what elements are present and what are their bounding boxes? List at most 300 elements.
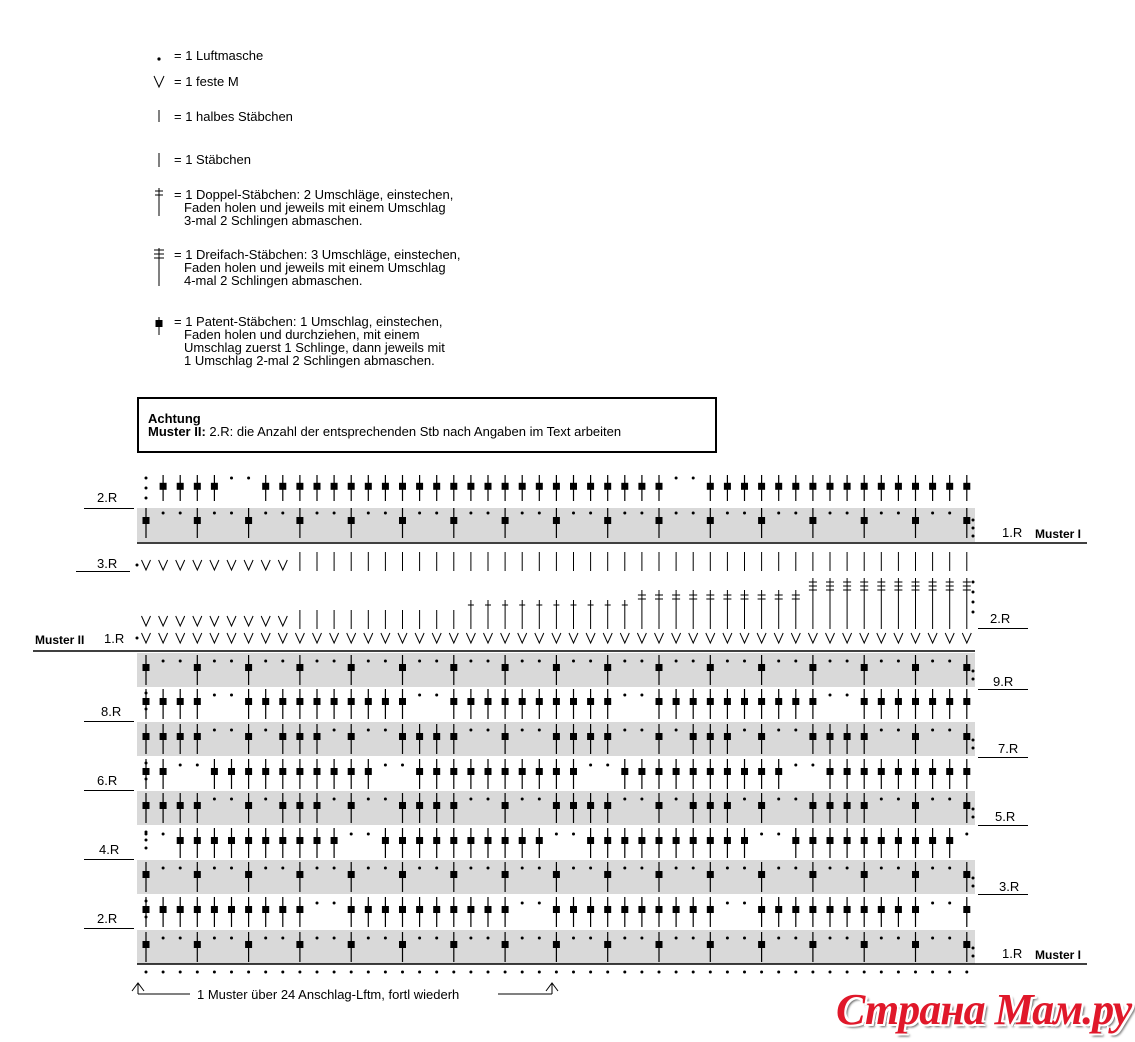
patent-stitch-block (912, 733, 919, 740)
patent-stitch-block (348, 768, 355, 775)
sc-stitch (808, 633, 817, 643)
chain-stitch (487, 660, 490, 663)
patent-stitch-block (963, 871, 970, 878)
patent-stitch-block (861, 698, 868, 705)
chain-stitch (538, 971, 541, 974)
patent-stitch-block (416, 837, 423, 844)
chain-stitch (213, 660, 216, 663)
patent-stitch-block (656, 517, 663, 524)
patent-stitch-block (827, 733, 834, 740)
chain-stitch (264, 937, 267, 940)
chain-stitch (213, 937, 216, 940)
chain-stitch (487, 729, 490, 732)
patent-stitch-block (245, 837, 252, 844)
chain-stitch (846, 694, 849, 697)
patent-stitch-block (485, 768, 492, 775)
patent-stitch-block (450, 698, 457, 705)
sc-stitch (278, 560, 287, 570)
patent-stitch-block (963, 906, 970, 913)
patent-stitch-block (502, 733, 509, 740)
sc-stitch (860, 633, 869, 643)
chain-stitch (521, 971, 524, 974)
sc-stitch (774, 633, 783, 643)
chain-stitch (333, 798, 336, 801)
patent-stitch-block (314, 733, 321, 740)
patent-stitch-block (690, 906, 697, 913)
chain-stitch (145, 708, 148, 711)
chain-stitch (931, 971, 934, 974)
chain-stitch (418, 512, 421, 515)
chain-stitch (384, 660, 387, 663)
chain-stitch (316, 660, 319, 663)
patent-stitch-block (604, 941, 611, 948)
patent-stitch-block (536, 768, 543, 775)
patent-stitch-block (382, 483, 389, 490)
chain-stitch (281, 660, 284, 663)
chain-stitch (179, 937, 182, 940)
sc-stitch (159, 633, 168, 643)
chain-stitch (623, 512, 626, 515)
chain-stitch (709, 971, 712, 974)
chain-stitch (948, 971, 951, 974)
patent-stitch-block (604, 517, 611, 524)
sc-stitch (210, 616, 219, 626)
row-underline (84, 928, 134, 929)
patent-stitch-block (621, 483, 628, 490)
chain-stitch (760, 833, 763, 836)
chain-stitch (435, 937, 438, 940)
sc-stitch (244, 616, 253, 626)
patent-stitch-block (861, 871, 868, 878)
chain-stitch (692, 660, 695, 663)
chain-stitch (145, 916, 148, 919)
sc-stitch (484, 633, 493, 643)
chain-stitch (777, 867, 780, 870)
chain-stitch (726, 937, 729, 940)
chain-stitch (281, 971, 284, 974)
patent-stitch-block (946, 698, 953, 705)
legend-line: Faden holen und jeweils mit einem Umschlag (184, 200, 446, 215)
chain-stitch (264, 512, 267, 515)
chain-stitch (469, 660, 472, 663)
patent-stitch-block (331, 483, 338, 490)
sc-stitch (244, 633, 253, 643)
row-label-m2-2r: 2.R (990, 611, 1011, 626)
chain-stitch (367, 867, 370, 870)
sc-stitch (313, 633, 322, 643)
chain-stitch (777, 798, 780, 801)
patent-stitch-block (673, 837, 680, 844)
patent-stitch-block (177, 906, 184, 913)
chain-stitch (948, 729, 951, 732)
patent-stitch-block (741, 768, 748, 775)
patent-stitch-block (570, 768, 577, 775)
patent-stitch-block (194, 802, 201, 809)
patent-stitch-block (604, 664, 611, 671)
patent-stitch-block (279, 802, 286, 809)
chain-stitch (384, 867, 387, 870)
patent-stitch-block (160, 733, 167, 740)
chain-stitch (264, 729, 267, 732)
chain-stitch (196, 764, 199, 767)
patent-stitch-block (895, 906, 902, 913)
sc-stitch (706, 633, 715, 643)
row-label-m2-1r: 1.R (104, 631, 125, 646)
patent-stitch-block (809, 802, 816, 809)
patent-stitch-block (844, 837, 851, 844)
chain-stitch (384, 798, 387, 801)
patent-stitch-block (485, 837, 492, 844)
patent-stitch-block (194, 517, 201, 524)
patent-stitch-block (348, 664, 355, 671)
patent-stitch-block (433, 802, 440, 809)
chain-stitch (196, 971, 199, 974)
chain-stitch (333, 937, 336, 940)
row-underline (978, 825, 1028, 826)
patent-stitch-block (365, 483, 372, 490)
chain-stitch (247, 971, 250, 974)
chain-stitch (589, 971, 592, 974)
patent-stitch-block (450, 664, 457, 671)
patent-stitch-block (690, 698, 697, 705)
chain-stitch (145, 497, 148, 500)
chain-stitch (589, 867, 592, 870)
sc-stitch (620, 633, 629, 643)
chain-stitch (264, 971, 267, 974)
patent-stitch-block (724, 837, 731, 844)
chain-stitch (367, 660, 370, 663)
patent-stitch-block (673, 768, 680, 775)
chain-stitch (675, 937, 678, 940)
chain-stitch (264, 660, 267, 663)
patent-stitch-block (861, 837, 868, 844)
patent-stitch-block (502, 664, 509, 671)
patent-stitch-block (485, 483, 492, 490)
patent-stitch-block (963, 664, 970, 671)
chain-stitch (640, 971, 643, 974)
chain-stitch (145, 770, 148, 773)
sc-stitch (894, 633, 903, 643)
chain-stitch (230, 477, 233, 480)
chain-stitch (692, 512, 695, 515)
chain-stitch (521, 937, 524, 940)
patent-stitch-block (929, 837, 936, 844)
patent-stitch-block (502, 906, 509, 913)
patent-stitch-block (245, 664, 252, 671)
patent-stitch-block (741, 698, 748, 705)
patent-stitch-block (262, 768, 269, 775)
chain-stitch (350, 971, 353, 974)
row-underline (978, 894, 1028, 895)
patent-stitch-block (809, 871, 816, 878)
chain-stitch (230, 867, 233, 870)
patent-stitch-block (296, 768, 303, 775)
chain-stitch (846, 937, 849, 940)
patent-stitch-block (519, 768, 526, 775)
patent-stitch-block (177, 698, 184, 705)
chain-stitch (965, 971, 968, 974)
patent-stitch-block (878, 906, 885, 913)
chain-stitch (145, 971, 148, 974)
patent-stitch-block (194, 906, 201, 913)
chain-stitch (136, 637, 139, 640)
patent-stitch-block (296, 698, 303, 705)
chain-stitch (880, 971, 883, 974)
chain-stitch (213, 971, 216, 974)
chain-stitch (794, 971, 797, 974)
patent-stitch-block (314, 768, 321, 775)
chain-stitch (726, 971, 729, 974)
patent-stitch-block (228, 906, 235, 913)
sc-stitch (330, 633, 339, 643)
chain-stitch (640, 937, 643, 940)
chain-stitch (367, 729, 370, 732)
chain-stitch (777, 729, 780, 732)
chain-stitch (589, 937, 592, 940)
chain-stitch (572, 660, 575, 663)
patent-stitch-block (656, 802, 663, 809)
sc-stitch (637, 633, 646, 643)
patent-stitch-block (912, 871, 919, 878)
chain-stitch (972, 816, 975, 819)
chain-stitch (880, 512, 883, 515)
patent-stitch-block (399, 802, 406, 809)
patent-stitch-block (844, 483, 851, 490)
chain-stitch (640, 694, 643, 697)
patent-stitch-block (314, 698, 321, 705)
patent-stitch-block (433, 733, 440, 740)
sc-stitch (466, 633, 475, 643)
patent-stitch-block (895, 768, 902, 775)
patent-stitch-block (279, 698, 286, 705)
chain-stitch (972, 527, 975, 530)
chain-stitch (675, 729, 678, 732)
patent-stitch-block (467, 483, 474, 490)
patent-stitch-block (450, 837, 457, 844)
patent-stitch-block (553, 768, 560, 775)
patent-stitch-block (416, 768, 423, 775)
chain-stitch (469, 867, 472, 870)
chain-stitch (179, 764, 182, 767)
patent-stitch-block (194, 698, 201, 705)
chain-stitch (675, 477, 678, 480)
chain-stitch (623, 660, 626, 663)
patent-stitch-block (827, 768, 834, 775)
chain-stitch (972, 955, 975, 958)
chain-stitch (743, 660, 746, 663)
chain-stitch (401, 764, 404, 767)
chain-stitch (931, 729, 934, 732)
patent-stitch-block (467, 906, 474, 913)
chain-stitch (897, 867, 900, 870)
patent-stitch-block (861, 906, 868, 913)
chain-stitch (846, 867, 849, 870)
chain-stitch (521, 660, 524, 663)
chain-stitch (589, 764, 592, 767)
chain-stitch (692, 477, 695, 480)
patent-stitch-block (194, 837, 201, 844)
patent-stitch-block (450, 906, 457, 913)
patent-stitch-block (861, 733, 868, 740)
chain-stitch (880, 867, 883, 870)
chain-stitch (897, 512, 900, 515)
patent-stitch-block (758, 906, 765, 913)
patent-stitch-block (690, 733, 697, 740)
patent-stitch-block (775, 768, 782, 775)
sc-stitch (210, 633, 219, 643)
legend-line: = 1 feste M (174, 74, 239, 89)
sc-stitch (176, 560, 185, 570)
patent-stitch-block (245, 733, 252, 740)
patent-stitch-block (314, 802, 321, 809)
patent-stitch-block (792, 698, 799, 705)
chain-stitch (623, 694, 626, 697)
patent-stitch-block (861, 768, 868, 775)
chain-stitch (777, 971, 780, 974)
patent-stitch-block (587, 906, 594, 913)
patent-stitch-block (553, 871, 560, 878)
chain-stitch (880, 937, 883, 940)
legend-line: = 1 halbes Stäbchen (174, 109, 293, 124)
chain-stitch (572, 867, 575, 870)
patent-stitch-block (809, 837, 816, 844)
chain-stitch (521, 867, 524, 870)
patent-stitch-block (536, 483, 543, 490)
chain-stitch (829, 660, 832, 663)
chain-stitch (829, 937, 832, 940)
patent-stitch-block (792, 906, 799, 913)
patent-stitch-block (399, 906, 406, 913)
chain-stitch (794, 764, 797, 767)
legend-line: Umschlag zuerst 1 Schlinge, dann jeweils mit (184, 340, 445, 355)
patent-stitch-block (296, 802, 303, 809)
sc-stitch (364, 633, 373, 643)
chain-stitch (897, 798, 900, 801)
patent-stitch-block (809, 733, 816, 740)
muster-2-label: Muster II (35, 633, 85, 647)
chain-stitch (972, 678, 975, 681)
patent-stitch-block (604, 906, 611, 913)
watermark-logo: Страна Мам.ру (836, 985, 1132, 1034)
chain-stitch (469, 798, 472, 801)
chain-stitch (145, 847, 148, 850)
legend-line: = 1 Patent-Stäbchen: 1 Umschlag, einstechen, (174, 314, 443, 329)
row-label-4r: 4.R (99, 842, 120, 857)
chain-stitch (418, 971, 421, 974)
patent-stitch-block (656, 698, 663, 705)
chain-stitch (230, 971, 233, 974)
patent-stitch-block (570, 802, 577, 809)
chain-stitch (247, 477, 250, 480)
row-underline (978, 628, 1028, 629)
muster-1-bottom-label: Muster I (1035, 948, 1082, 962)
patent-stitch-block (450, 483, 457, 490)
patent-stitch-block (604, 802, 611, 809)
chain-stitch (230, 694, 233, 697)
chain-stitch (972, 519, 975, 522)
patent-stitch-block (143, 733, 150, 740)
patent-stitch-block (912, 802, 919, 809)
patent-stitch-block (553, 698, 560, 705)
chain-stitch (675, 971, 678, 974)
patent-stitch-block (553, 802, 560, 809)
patent-stitch-block (912, 517, 919, 524)
chain-stitch (972, 747, 975, 750)
patent-stitch-block (844, 802, 851, 809)
patent-stitch-block (707, 941, 714, 948)
chain-stitch (367, 512, 370, 515)
patent-stitch-block (194, 941, 201, 948)
chain-stitch (435, 512, 438, 515)
patent-stitch-block (194, 733, 201, 740)
chain-stitch (521, 512, 524, 515)
chain-stitch (640, 798, 643, 801)
patent-stitch-block (724, 698, 731, 705)
patent-stitch-block (587, 733, 594, 740)
patent-stitch-block (177, 733, 184, 740)
chain-stitch (640, 729, 643, 732)
patent-stitch-block (707, 733, 714, 740)
chain-stitch (972, 885, 975, 888)
chain-stitch (179, 660, 182, 663)
chain-stitch (572, 833, 575, 836)
patent-stitch-block (912, 837, 919, 844)
sc-stitch (261, 616, 270, 626)
chain-stitch (829, 971, 832, 974)
chain-stitch (521, 729, 524, 732)
patent-stitch-block (861, 941, 868, 948)
chain-stitch (538, 867, 541, 870)
patent-stitch-block (296, 517, 303, 524)
chain-stitch (846, 512, 849, 515)
patent-stitch-block (604, 871, 611, 878)
chain-stitch (145, 839, 148, 842)
note-text: 2.R: die Anzahl der entsprechenden Stb nach Angaben im Text arbeiten (205, 424, 622, 439)
patent-stitch-block (758, 698, 765, 705)
row-underline (978, 757, 1028, 758)
patent-stitch-block (160, 802, 167, 809)
chain-stitch (230, 512, 233, 515)
patent-stitch-block (143, 664, 150, 671)
sc-stitch (928, 633, 937, 643)
patent-stitch-block (382, 906, 389, 913)
patent-stitch-block (296, 483, 303, 490)
patent-stitch-block (673, 698, 680, 705)
patent-stitch-block (399, 483, 406, 490)
chain-stitch (316, 902, 319, 905)
patent-stitch-block (775, 483, 782, 490)
row-label-top-2r: 2.R (97, 490, 118, 505)
patent-stitch-block (502, 837, 509, 844)
chain-stitch (136, 564, 139, 567)
patent-stitch-block (638, 837, 645, 844)
patent-stitch-block (724, 483, 731, 490)
patent-stitch-block (656, 837, 663, 844)
chain-stitch (333, 971, 336, 974)
patent-stitch-block (399, 941, 406, 948)
chain-stitch (384, 937, 387, 940)
chain-stitch (264, 798, 267, 801)
sc-stitch (193, 616, 202, 626)
patent-stitch-block (228, 768, 235, 775)
patent-stitch-block (365, 768, 372, 775)
chain-stitch (145, 762, 148, 765)
patent-stitch-block (433, 906, 440, 913)
patent-stitch-block (348, 517, 355, 524)
sc-stitch (569, 633, 578, 643)
patent-stitch-block (177, 837, 184, 844)
patent-stitch-block (809, 698, 816, 705)
